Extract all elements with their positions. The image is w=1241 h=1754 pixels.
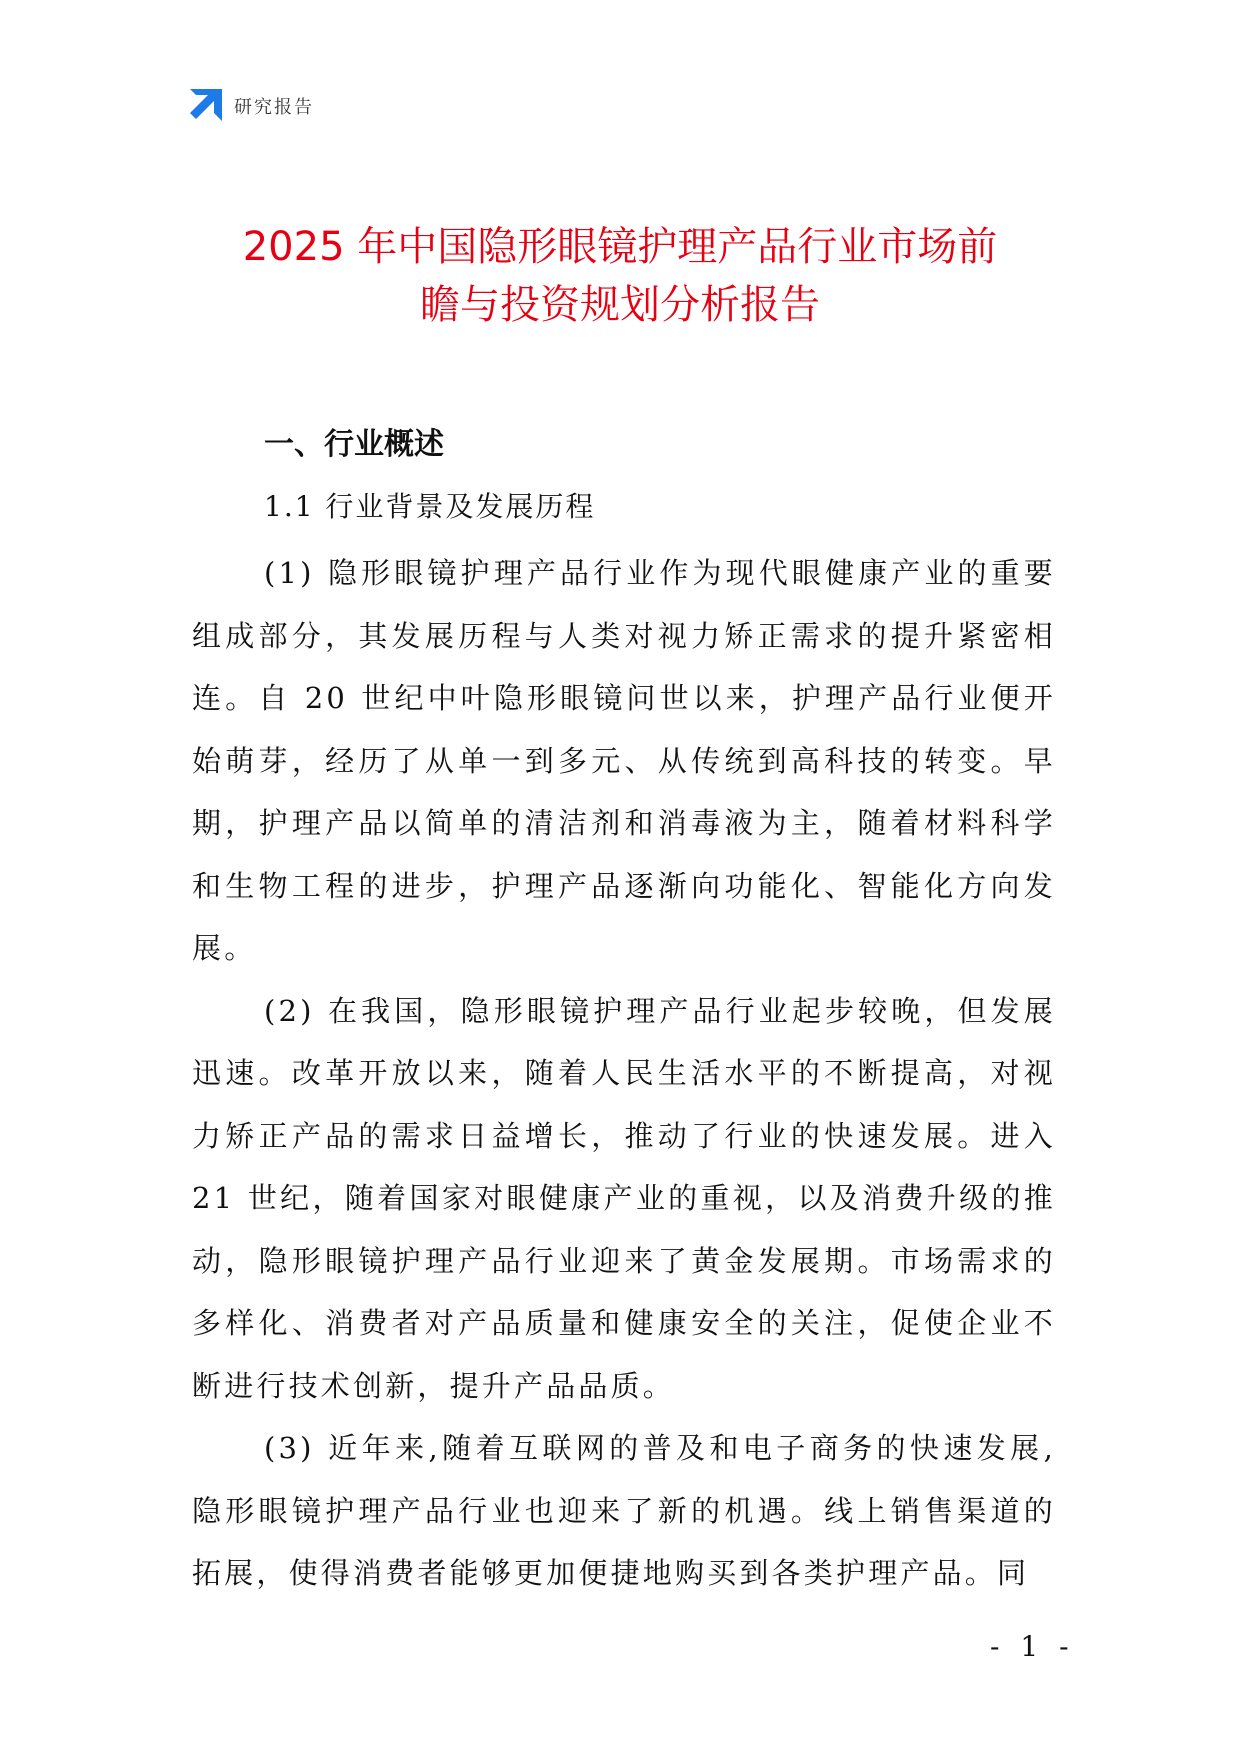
- title-line-2: 瞻与投资规划分析报告: [420, 282, 820, 328]
- title-line-1: 2025 年中国隐形眼镜护理产品行业市场前: [242, 224, 998, 270]
- page-number: - 1 -: [990, 1630, 1075, 1663]
- report-header: [188, 88, 314, 124]
- subsection-heading: 1.1 行业背景及发展历程: [264, 490, 596, 523]
- document-title: [140, 218, 1100, 334]
- document-body: [192, 416, 1056, 1605]
- paragraph-3: (3) 近年来,随着互联网的普及和电子商务的快速发展,隐形眼镜护理产品行业也迎来了新的机遇。线上销售渠道的拓展，使得消费者能够更加便捷地购买到各类护理产品。同: [192, 1431, 1056, 1590]
- paragraph-2: (2) 在我国，隐形眼镜护理产品行业起步较晚，但发展迅速。改革开放以来，随着人民生活水平的不断提高，对视力矫正产品的需求日益增长，推动了行业的快速发展。进入 21 世纪，随着国家对眼健康产业的重视，以及消费升级的推动，隐形眼镜护理产品行业迎来了黄金发展期。市场需求的多样化、消费者对产品质量和健康安全的关注，促使企业不断进行技术创新，提升产品品质。: [192, 993, 1056, 1403]
- header-label: 研究报告: [234, 97, 314, 118]
- section-heading: 一、行业概述: [264, 427, 444, 462]
- arrow-up-right-logo-icon: [188, 89, 222, 123]
- paragraph-1: (1) 隐形眼镜护理产品行业作为现代眼健康产业的重要组成部分，其发展历程与人类对视力矫正需求的提升紧密相连。自 20 世纪中叶隐形眼镜问世以来，护理产品行业便开始萌芽，经历了从单一到多元、从传统到高科技的转变。早期，护理产品以简单的清洁剂和消毒液为主，随着材料科学和生物工程的进步，护理产品逐渐向功能化、智能化方向发展。: [192, 556, 1056, 965]
